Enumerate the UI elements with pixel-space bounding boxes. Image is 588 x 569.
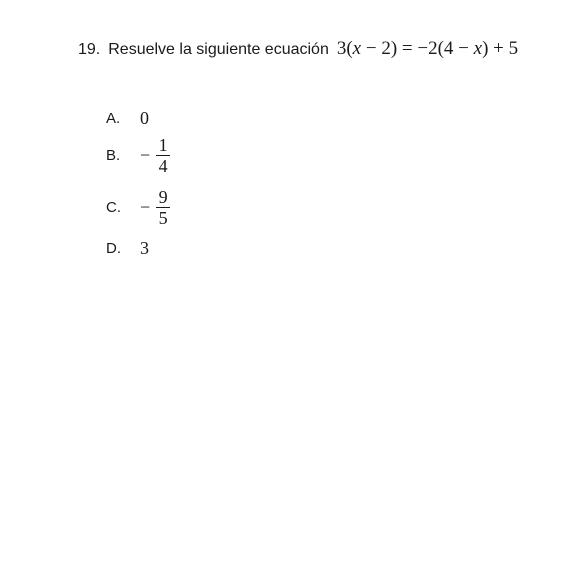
negative-sign: −: [140, 196, 151, 217]
option-letter: A.: [106, 109, 121, 127]
equation-variable: x: [473, 38, 483, 59]
question-text: Resuelve la siguiente ecuación: [108, 41, 329, 58]
negative-sign: −: [140, 144, 151, 165]
option-letter: D.: [106, 239, 121, 257]
option-b: [106, 134, 170, 176]
question-number: 19.: [78, 41, 101, 58]
equation-part: 3(: [336, 38, 353, 59]
fraction: [156, 188, 170, 227]
question-19: [78, 38, 518, 61]
equation-part: ) + 5: [482, 38, 519, 59]
fraction-denominator: 5: [158, 207, 168, 228]
option-c: [106, 186, 170, 228]
equation: [337, 38, 518, 60]
option-letter: C.: [106, 198, 121, 216]
option-value: [140, 136, 170, 175]
option-value: [140, 188, 170, 227]
option-letter: B.: [106, 146, 121, 164]
option-value: 0: [140, 107, 149, 128]
fraction-numerator: 9: [158, 186, 168, 207]
option-value: 3: [140, 237, 149, 258]
option-d: [106, 236, 149, 260]
option-a: [106, 106, 149, 130]
equation-variable: x: [352, 38, 362, 59]
fraction-numerator: 1: [158, 134, 168, 155]
fraction: [156, 136, 170, 175]
equation-part: − 2) = −2(4 −: [361, 38, 474, 59]
fraction-denominator: 4: [158, 155, 168, 176]
